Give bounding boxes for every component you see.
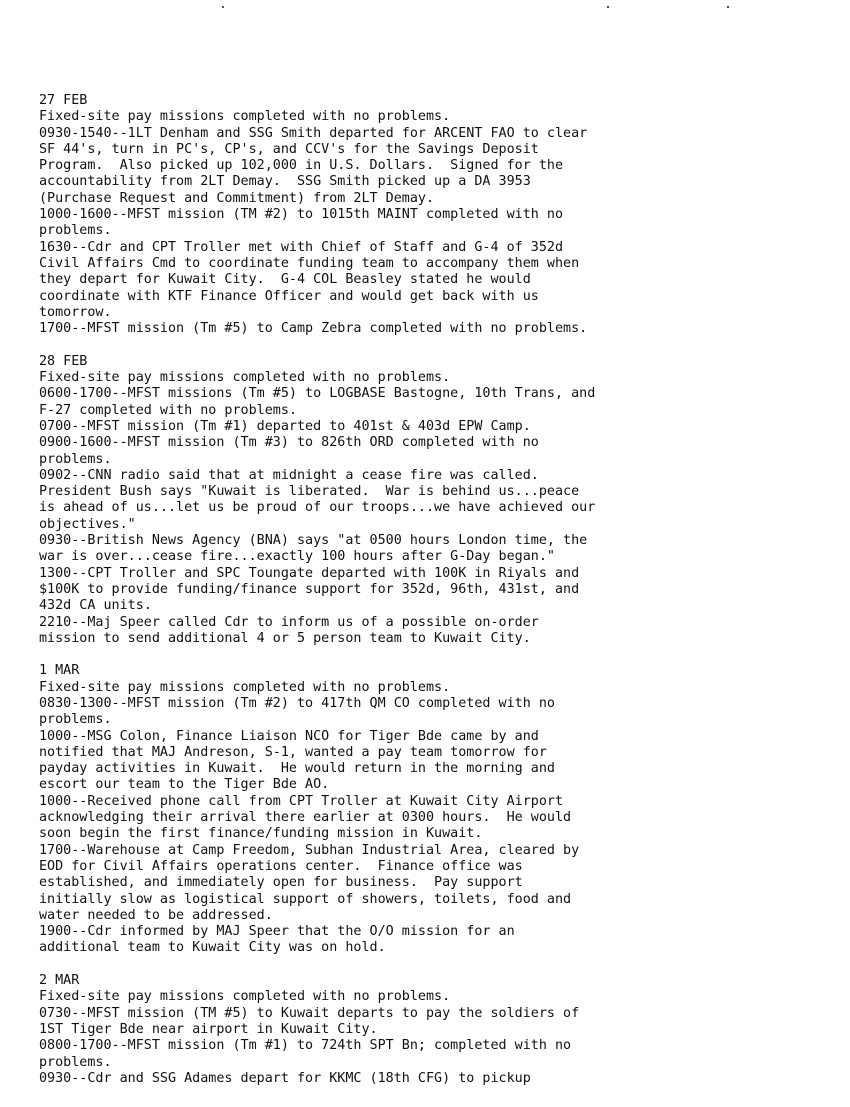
- entry-text-line: 0930--Cdr and SSG Adames depart for KKMC (18th CFG) to pickup: [39, 1070, 531, 1086]
- entry-text-line: 1000--Received phone call from CPT Troller at Kuwait City Airport: [39, 793, 564, 809]
- entry-text-line: 1900--Cdr informed by MAJ Speer that the O/O mission for an: [39, 924, 515, 940]
- journal-day-entry: [39, 354, 839, 647]
- entry-text-line: soon begin the first finance/funding mission in Kuwait.: [39, 826, 483, 842]
- entry-text-line: (Purchase Request and Commitment) from 2LT Demay.: [39, 190, 435, 206]
- entry-text-line: 1630--Cdr and CPT Troller met with Chief of Staff and G-4 of 352d: [39, 239, 564, 255]
- entry-text-line: Fixed-site pay missions completed with no problems.: [39, 679, 451, 695]
- entry-text-line: 0930-1540--1LT Denham and SSG Smith departed for ARCENT FAO to clear: [39, 125, 588, 141]
- entry-text-line: is ahead of us...let us be proud of our troops...we have achieved our: [39, 500, 596, 516]
- entry-text-line: acknowledging their arrival there earlier at 0300 hours. He would: [39, 810, 572, 826]
- entry-text-line: 2210--Maj Speer called Cdr to inform us of a possible on-order: [39, 614, 539, 630]
- entry-text-line: Civil Affairs Cmd to coordinate funding team to accompany them when: [39, 255, 580, 271]
- entry-text-line: Fixed-site pay missions completed with no problems.: [39, 989, 451, 1005]
- entry-text-line: initially slow as logistical support of showers, toilets, food and: [39, 891, 572, 907]
- entry-text-line: coordinate with KTF Finance Officer and would get back with us: [39, 288, 539, 304]
- entry-date: 1 MAR: [39, 663, 80, 679]
- entry-text-line: 0730--MFST mission (TM #5) to Kuwait departs to pay the soldiers of: [39, 1005, 580, 1021]
- entry-text-line: President Bush says "Kuwait is liberated. War is behind us...peace: [39, 484, 580, 500]
- entry-text-line: 0600-1700--MFST missions (Tm #5) to LOGBASE Bastogne, 10th Trans, and: [39, 386, 596, 402]
- entry-text-line: war is over...cease fire...exactly 100 hours after G-Day began.": [39, 549, 555, 565]
- entry-text-line: accountability from 2LT Demay. SSG Smith picked up a DA 3953: [39, 174, 531, 190]
- entry-text-line: 0902--CNN radio said that at midnight a cease fire was called.: [39, 467, 539, 483]
- entry-text-line: escort our team to the Tiger Bde AO.: [39, 777, 330, 793]
- entry-text-line: water needed to be addressed.: [39, 907, 273, 923]
- entry-text-line: objectives.": [39, 516, 136, 532]
- entry-text-line: problems.: [39, 712, 112, 728]
- entry-text-line: 1ST Tiger Bde near airport in Kuwait City.: [39, 1021, 378, 1037]
- entry-text-line: 1000-1600--MFST mission (TM #2) to 1015th MAINT completed with no: [39, 207, 564, 223]
- entry-text-line: problems.: [39, 451, 112, 467]
- entry-text-line: 1300--CPT Troller and SPC Toungate departed with 100K in Riyals and: [39, 565, 580, 581]
- entry-text-line: they depart for Kuwait City. G-4 COL Beasley stated he would: [39, 272, 531, 288]
- journal-day-entry: [39, 973, 839, 1087]
- entry-text-line: 0930--British News Agency (BNA) says "at 0500 hours London time, the: [39, 533, 588, 549]
- entry-text-line: 1700--MFST mission (Tm #5) to Camp Zebra completed with no problems.: [39, 321, 588, 337]
- entry-text-line: problems.: [39, 1054, 112, 1070]
- entry-text-line: 1000--MSG Colon, Finance Liaison NCO for Tiger Bde came by and: [39, 728, 539, 744]
- entry-text-line: 0800-1700--MFST mission (Tm #1) to 724th SPT Bn; completed with no: [39, 1038, 572, 1054]
- entry-text-line: problems.: [39, 223, 112, 239]
- entry-text-line: established, and immediately open for business. Pay support: [39, 875, 523, 891]
- entry-date: 28 FEB: [39, 353, 88, 369]
- journal-day-entry: [39, 663, 839, 956]
- entry-text-line: mission to send additional 4 or 5 person team to Kuwait City.: [39, 630, 531, 646]
- entry-text-line: 432d CA units.: [39, 598, 152, 614]
- entry-text-line: 1700--Warehouse at Camp Freedom, Subhan Industrial Area, cleared by: [39, 842, 580, 858]
- entry-text-line: Fixed-site pay missions completed with no problems.: [39, 109, 451, 125]
- scan-speck: [727, 6, 729, 8]
- entry-text-line: 0830-1300--MFST mission (Tm #2) to 417th QM CO completed with no: [39, 695, 555, 711]
- daily-journal-page: [39, 93, 839, 1103]
- entry-text-line: additional team to Kuwait City was on hold.: [39, 940, 386, 956]
- entry-date: 2 MAR: [39, 973, 80, 989]
- journal-day-entry: [39, 93, 839, 337]
- entry-text-line: SF 44's, turn in PC's, CP's, and CCV's for the Savings Deposit: [39, 141, 539, 157]
- entry-text-line: tomorrow.: [39, 304, 112, 320]
- entry-text-line: F-27 completed with no problems.: [39, 402, 297, 418]
- entry-text-line: Fixed-site pay missions completed with no problems.: [39, 370, 451, 386]
- scan-speck: [222, 6, 224, 8]
- entry-text-line: 0900-1600--MFST mission (Tm #3) to 826th ORD completed with no: [39, 435, 539, 451]
- entry-text-line: $100K to provide funding/finance support for 352d, 96th, 431st, and: [39, 581, 580, 597]
- entry-text-line: EOD for Civil Affairs operations center. Finance office was: [39, 858, 523, 874]
- scan-speck: [607, 6, 609, 8]
- entry-date: 27 FEB: [39, 93, 88, 108]
- entry-text-line: payday activities in Kuwait. He would return in the morning and: [39, 761, 555, 777]
- entry-text-line: 0700--MFST mission (Tm #1) departed to 401st & 403d EPW Camp.: [39, 418, 531, 434]
- entry-text-line: notified that MAJ Andreson, S-1, wanted a pay team tomorrow for: [39, 744, 547, 760]
- entry-text-line: Program. Also picked up 102,000 in U.S. Dollars. Signed for the: [39, 158, 564, 174]
